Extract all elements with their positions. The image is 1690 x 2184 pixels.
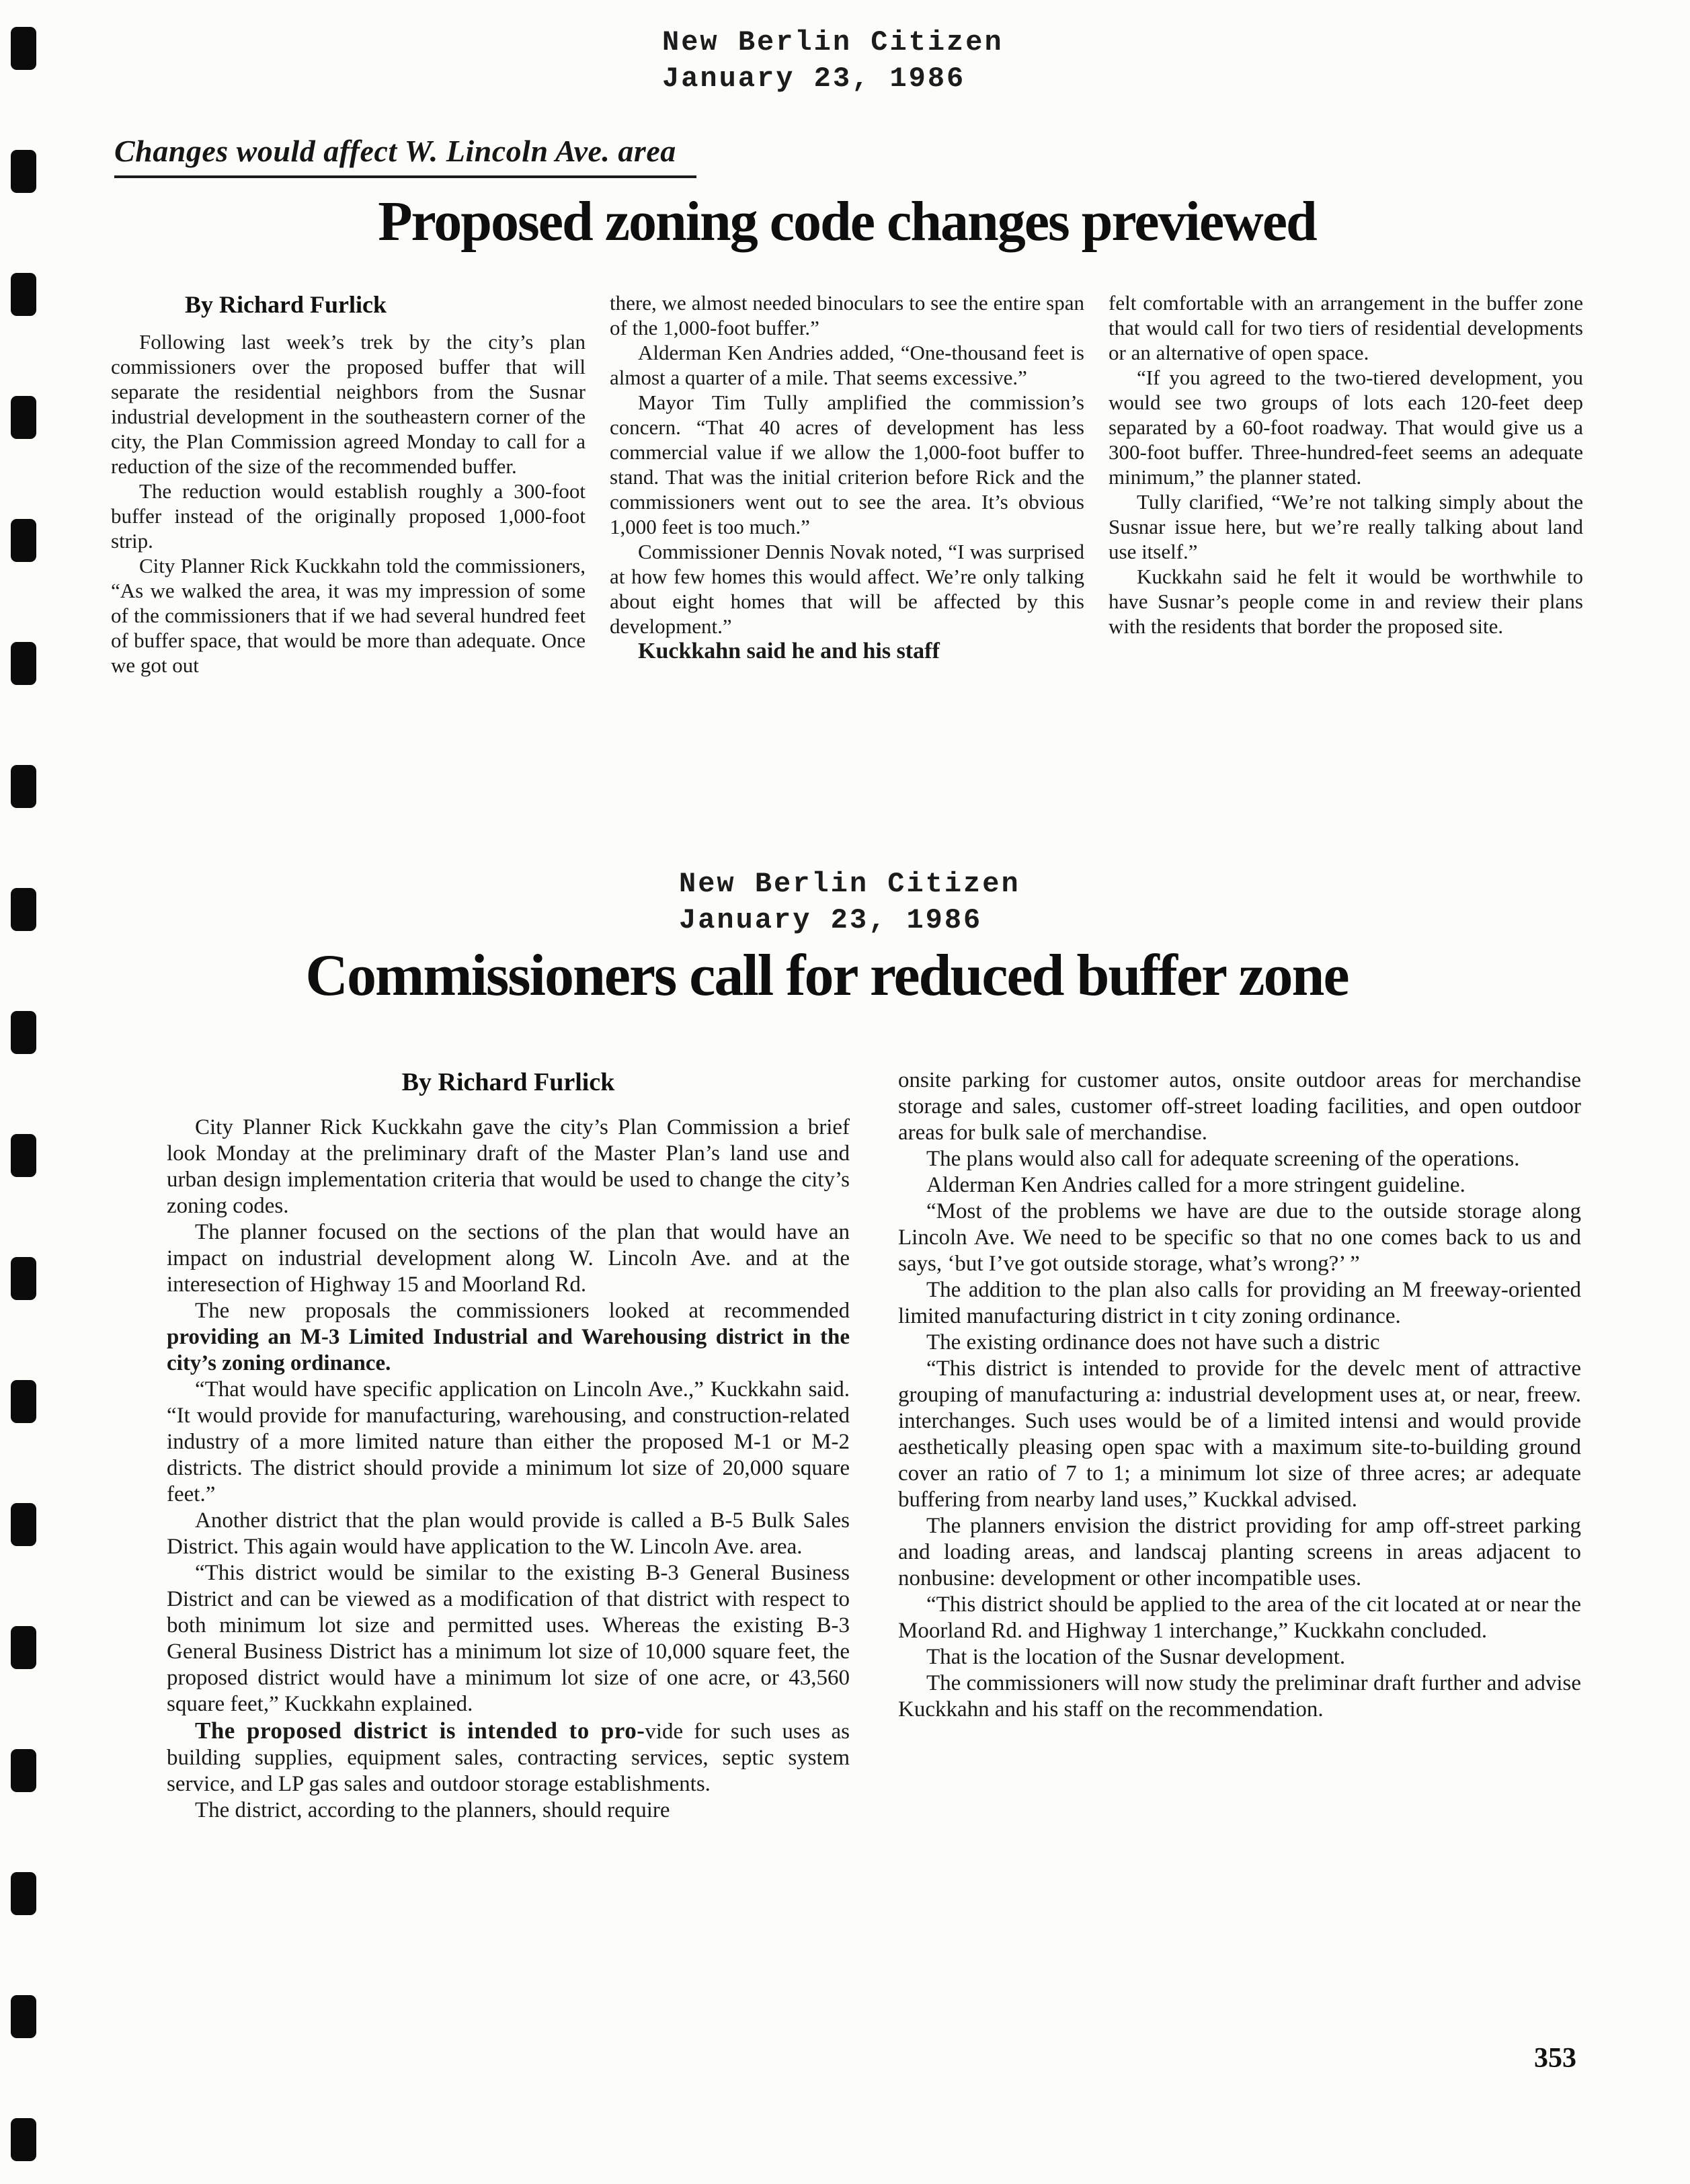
binding-hole [11,1626,36,1669]
article1-column-1 [111,290,586,678]
paragraph: “If you agreed to the two-tiered development, you would see two groups of lots each 120-feet deep separated by a 60-foot roadway. That would give us a 300-foot buffer. Three-hundred-feet seems an adequate minimum,” the planner stated. [1109,366,1583,489]
paragraph: onsite parking for customer autos, onsite outdoor areas for merchandise storage and sales, customer off-street loading facilities, and open outdoor areas for bulk sale of merchandise. [898,1068,1581,1145]
paragraph: City Planner Rick Kuckkahn told the commissioners, “As we walked the area, it was my impression of some of the commissioners that if we had several hundred feet of buffer space, that would be more than adequate. Once we got out [111,554,586,677]
binding-hole [11,1380,36,1423]
publication-date: January 23, 1986 [662,63,966,95]
paragraph: The planners envision the district providing for amp off-street parking and loading areas, and landscaj planting screens in areas adjacent to nonbusine: development or other incompatible uses. [898,1514,1581,1590]
paragraph-text: The new proposals the commissioners looked at recommended [195,1299,850,1323]
binding-hole [11,1134,36,1177]
paragraph: “Most of the problems we have are due to the outside storage along Lincoln Ave. We need to be specific so that no one comes back to us and says, ‘but I’ve got outside storage, what’s wrong?’ ” [898,1199,1581,1276]
paragraph: The planner focused on the sections of the plan that would have an impact on industrial development along W. Lincoln Ave. and at the interesection of Highway 15 and Moorland Rd. [167,1220,850,1297]
article2-column-1 [167,1067,850,1824]
paragraph: The existing ordinance does not have such a distric [926,1330,1380,1354]
paragraph: The district, according to the planners, should require [195,1798,670,1822]
binding-hole [11,1749,36,1792]
paragraph: City Planner Rick Kuckkahn gave the city’s Plan Commission a brief look Monday at the preliminary draft of the Master Plan’s land use and urban design implementation criteria that would be used to change the city’s zoning codes. [167,1115,850,1218]
binding-holes [0,0,54,2184]
binding-hole [11,27,36,70]
binding-hole [11,1872,36,1915]
binding-hole [11,1011,36,1054]
paragraph-bold-lead: Kuckkahn said he and his staff [638,639,940,663]
paragraph: there, we almost needed binoculars to see the entire span of the 1,000-foot buffer.” [610,291,1084,339]
article1-column-2 [610,290,1084,678]
paragraph: Mayor Tim Tully amplified the commission’s concern. “That 40 acres of development has less commercial value if we allow the 1,000-foot buffer to stand. That was the initial criterion before Rick and the commissioners went out to see the area. It’s obvious 1,000 feet is too much.” [610,391,1084,538]
page-number: 353 [1534,2043,1576,2074]
paragraph [167,1717,850,1797]
paragraph [167,1298,850,1377]
paragraph-text: vide for such uses as building supplies, equipment sales, contracting services, septic system service, and LP gas sales and outdoor storage establishments. [167,1720,850,1796]
binding-hole [11,1995,36,2038]
binding-hole [11,642,36,685]
article2-body [167,1067,1581,1824]
paragraph: Another district that the plan would provide is called a B-5 Bulk Sales District. This again would have application to the W. Lincoln Ave. area. [167,1508,850,1559]
binding-hole [11,396,36,439]
publication-name: New Berlin Citizen [662,26,1004,58]
paragraph: The commissioners will now study the preliminar draft further and advise Kuckkahn and his staff on the recommendation. [898,1671,1581,1722]
binding-hole [11,2118,36,2161]
paragraph: Kuckkahn said he felt it would be worthwhile to have Susnar’s people come in and review their plans with the residents that border the proposed site. [1109,565,1583,638]
masthead-top [662,24,1004,97]
paragraph: “That would have specific application on Lincoln Ave.,” Kuckkahn said. “It would provide for manufacturing, warehousing, and construction-related industry of a more limited nature than either the proposed M-1 or M-2 districts. The district should provide a minimum lot size of 20,000 square feet.” [167,1377,850,1506]
paragraph: felt comfortable with an arrangement in the buffer zone that would call for two tiers of residential developments or an alternative of open space. [1109,291,1583,364]
article1-headline: Proposed zoning code changes previewed [378,190,1316,253]
binding-hole [11,1257,36,1300]
paragraph: “This district is intended to provide for the develc ment of attractive grouping of manufacturing a: industrial development uses at, or near, freew. interchanges. Such uses would be of a limited intensi and would provide aesthetically pleasing open spac with a maximum site-to-building ground cover an ratio of 7 to 1; a minimum lot size of three acres; ar adequate buffering from nearby land uses,” Kuckkal advised. [898,1357,1581,1512]
paragraph: Following last week’s trek by the city’s plan commissioners over the proposed buffer that will separate the residential neighbors from the Susnar industrial development in the southeastern corner of the city, the Plan Commission agreed Monday to call for a reduction of the size of the recommended buffer. [111,330,586,478]
article1-body [111,290,1583,678]
binding-hole [11,765,36,808]
paragraph: Tully clarified, “We’re not talking simply about the Susnar issue here, but we’re really talking about land use itself.” [1109,490,1583,563]
binding-hole [11,1503,36,1546]
article1-column-3 [1109,290,1583,678]
article2-column-2 [898,1067,1581,1824]
article2-headline: Commissioners call for reduced buffer zone [305,943,1349,1008]
paragraph: Commissioner Dennis Novak noted, “I was surprised at how few homes this would affect. We’re only talking about eight homes that will be affected by this development.” [610,540,1084,638]
paragraph-bold-lead: The proposed district is intended to pro- [195,1717,645,1744]
binding-hole [11,888,36,931]
binding-hole [11,519,36,562]
binding-hole [11,150,36,193]
paragraph: Alderman Ken Andries called for a more stringent guideline. [926,1173,1465,1197]
paragraph: The addition to the plan also calls for providing an M freeway-oriented limited manufacturing district in t city zoning ordinance. [898,1278,1581,1328]
paragraph: The reduction would establish roughly a 300-foot buffer instead of the originally proposed 1,000-foot strip. [111,479,586,553]
paragraph: “This district should be applied to the area of the cit located at or near the Moorland Rd. and Highway 1 interchange,” Kuckkahn concluded. [898,1592,1581,1643]
article1-byline: By Richard Furlick [185,291,387,318]
masthead-mid [679,866,1020,938]
publication-name: New Berlin Citizen [679,868,1020,900]
article1-kicker: Changes would affect W. Lincoln Ave. area [114,133,696,178]
paragraph: Alderman Ken Andries added, “One-thousand feet is almost a quarter of a mile. That seems excessive.” [610,341,1084,389]
paragraph: That is the location of the Susnar development. [926,1645,1346,1669]
paragraph-bold-text: providing an M-3 Limited Industrial and Warehousing district in the city’s zoning ordinance. [167,1325,850,1375]
publication-date: January 23, 1986 [679,904,983,936]
paragraph: The plans would also call for adequate screening of the operations. [926,1147,1520,1171]
paragraph: “This district would be similar to the existing B-3 General Business District and can be viewed as a modification of that district with respect to both minimum lot size and permitted uses. Whereas the existing B-3 General Business District has a minimum lot size of 10,000 square feet, the proposed district would have a minimum lot size of one acre, or 43,560 square feet,” Kuckkahn explained. [167,1561,850,1716]
binding-hole [11,273,36,316]
article2-byline: By Richard Furlick [401,1068,615,1096]
